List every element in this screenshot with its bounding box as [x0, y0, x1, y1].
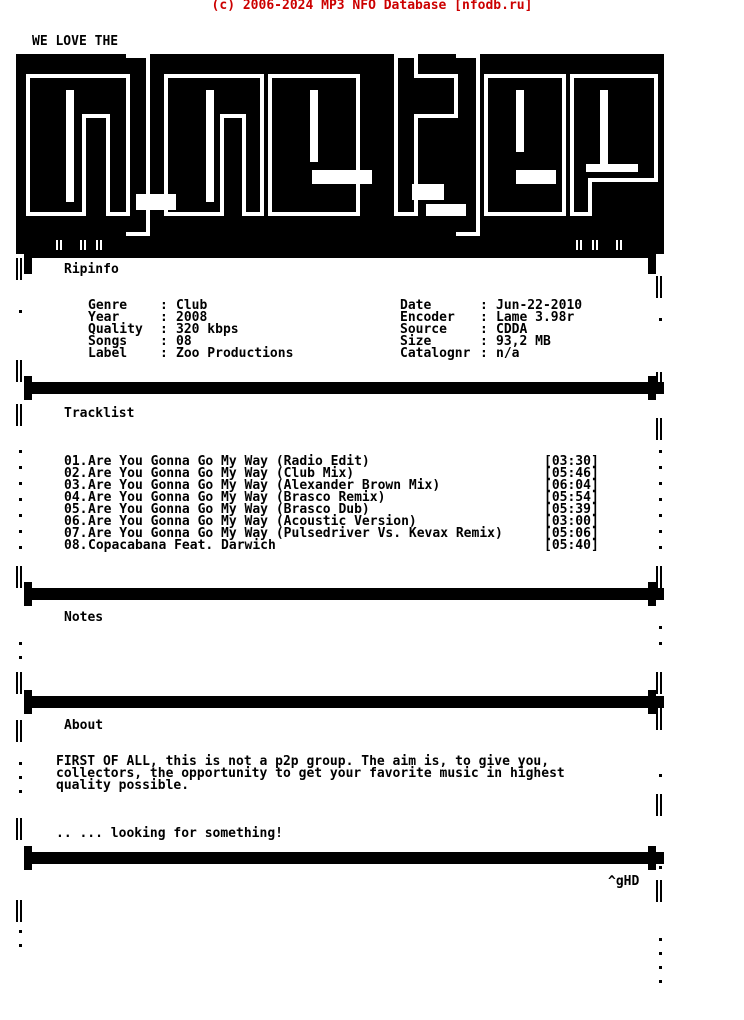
track-number: 05. [64, 502, 88, 517]
track-title: Are You Gonna Go My Way (Pulsedriver Vs. Kevax Remix) [88, 526, 503, 541]
track-title: Copacabana Feat. Darwich [88, 538, 276, 553]
notes-heading: Notes [64, 610, 104, 625]
about-line: quality possible. [56, 778, 190, 793]
tracklist-heading: Tracklist [64, 406, 135, 421]
about-line: collectors, the opportunity to get your favorite music in highest [56, 766, 565, 781]
ripinfo-sep: : [160, 310, 168, 325]
about-heading: About [64, 718, 104, 733]
ripinfo-sep: : [480, 346, 488, 361]
frame-dither [656, 708, 664, 730]
ripinfo-value: CDDA [496, 322, 528, 337]
ripinfo-value: 2008 [176, 310, 208, 325]
track-number: 04. [64, 490, 88, 505]
track-time: [05:39] [544, 502, 599, 517]
track-time: [03:00] [544, 514, 599, 529]
ripinfo-label: Size [400, 334, 432, 349]
ripinfo-sep: : [480, 310, 488, 325]
ripinfo-sep: : [480, 322, 488, 337]
track-title: Are You Gonna Go My Way (Radio Edit) [88, 454, 370, 469]
track-time: [05:46] [544, 466, 599, 481]
section-divider [24, 588, 664, 600]
frame-dither [16, 900, 24, 922]
nineties-logo [16, 54, 664, 254]
ripinfo-label: Date [400, 298, 432, 313]
ripinfo-label: Encoder [400, 310, 455, 325]
track-title: Are You Gonna Go My Way (Alexander Brown Mix) [88, 478, 441, 493]
track-time: [06:04] [544, 478, 599, 493]
section-divider [24, 696, 664, 708]
ripinfo-sep: : [160, 346, 168, 361]
frame-dither [16, 258, 24, 280]
track-title: Are You Gonna Go My Way (Brasco Dub) [88, 502, 370, 517]
ripinfo-value: n/a [496, 346, 520, 361]
frame-dither [656, 566, 664, 588]
ripinfo-label: Label [88, 346, 128, 361]
ripinfo-label: Genre [88, 298, 128, 313]
track-title: Are You Gonna Go My Way (Club Mix) [88, 466, 355, 481]
about-looking: .. ... looking for something! [56, 826, 283, 841]
ripinfo-label: Source [400, 322, 447, 337]
ripinfo-value: 320 kbps [176, 322, 239, 337]
frame-dither [656, 418, 664, 440]
track-time: [05:40] [544, 538, 599, 553]
ripinfo-value: Zoo Productions [176, 346, 294, 361]
track-number: 01. [64, 454, 88, 469]
track-number: 07. [64, 526, 88, 541]
frame-dither [16, 360, 24, 382]
about-line: FIRST OF ALL, this is not a p2p group. The aim is, to give you, [56, 754, 550, 769]
ripinfo-sep: : [480, 334, 488, 349]
track-time: [05:06] [544, 526, 599, 541]
frame-dither [656, 276, 664, 298]
frame-dither [656, 794, 664, 816]
ripinfo-value: 93,2 MB [496, 334, 551, 349]
section-frame-top [24, 252, 656, 258]
track-time: [05:54] [544, 490, 599, 505]
track-time: [03:30] [544, 454, 599, 469]
track-title: Are You Gonna Go My Way (Brasco Remix) [88, 490, 386, 505]
ripinfo-value: Lame 3.98r [496, 310, 575, 325]
site-credit: (c) 2006-2024 MP3 NFO Database [nfodb.ru] [211, 0, 533, 13]
ripinfo-heading: Ripinfo [64, 262, 119, 277]
frame-dither [16, 672, 24, 694]
section-divider [24, 852, 664, 864]
ripinfo-value: 08 [176, 334, 192, 349]
ripinfo-value: Jun-22-2010 [496, 298, 583, 313]
track-number: 02. [64, 466, 88, 481]
ripinfo-sep: : [160, 298, 168, 313]
ripinfo-label: Songs [88, 334, 128, 349]
tagline: WE LOVE THE [32, 34, 119, 49]
track-number: 03. [64, 478, 88, 493]
frame-dither [656, 880, 664, 902]
track-number: 06. [64, 514, 88, 529]
frame-dither [16, 720, 24, 742]
frame-dither [16, 818, 24, 840]
ripinfo-label: Year [88, 310, 120, 325]
track-number: 08. [64, 538, 88, 553]
ripinfo-sep: : [480, 298, 488, 313]
ripinfo-sep: : [160, 334, 168, 349]
ripinfo-sep: : [160, 322, 168, 337]
frame-dither [16, 404, 24, 426]
track-title: Are You Gonna Go My Way (Acoustic Version) [88, 514, 417, 529]
ripinfo-label: Quality [88, 322, 143, 337]
ripinfo-label: Catalognr [400, 346, 471, 361]
frame-dither [16, 566, 24, 588]
frame-dither [656, 672, 664, 694]
section-divider [24, 382, 664, 394]
ripinfo-value: Club [176, 298, 208, 313]
signature: ^gHD [608, 874, 640, 889]
